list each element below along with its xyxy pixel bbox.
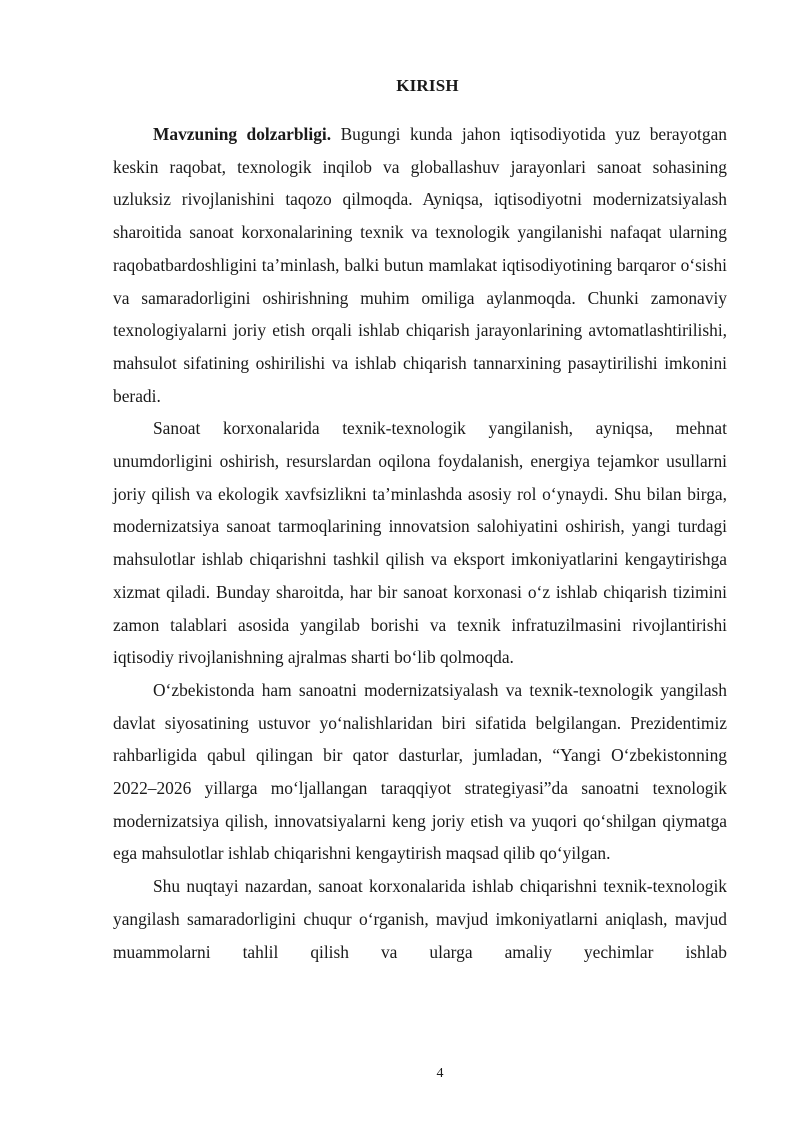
paragraph-lead: Mavzuning dolzarbligi. xyxy=(153,124,332,144)
paragraph-modernization xyxy=(113,412,727,674)
paragraph-research-aim xyxy=(113,870,727,968)
paragraph-relevance xyxy=(113,118,727,412)
paragraph-text: Sanoat korxonalarida texnik-texnologik yangilanish, ayniqsa, mehnat unumdorligini oshirish, resurslardan oqilona foydalanish, energiya tejamkor usullarni joriy qilish va ekologik xavfsizlikni ta’minlashda asosiy rol o‘ynaydi. Shu bilan birga, modernizatsiya sanoat tarmoqlarining innovatsion salohiyatini oshirish, yangi turdagi mahsulotlar ishlab chiqarishni tashkil qilish va eksport imkoniyatlarini kengaytirishga xizmat qiladi. Bunday sharoitda, har bir sanoat korxonasi o‘z ishlab chiqarish tizimini zamon talablari asosida yangilab borishi va texnik infratuzilmasini rivojlantirishi iqtisodiy rivojlanishning ajralmas sharti bo‘lib qolmoqda. xyxy=(113,418,727,668)
paragraph-text: Shu nuqtayi nazardan, sanoat korxonalarida ishlab chiqarishni texnik-texnologik yangilash samaradorligini chuqur o‘rganish, mavjud imkoniyatlarni aniqlash, mavjud muammolarni tahlil qilish va ularga amaliy yechimlar ishlab xyxy=(113,876,727,962)
paragraph-text: O‘zbekistonda ham sanoatni modernizatsiyalash va texnik-texnologik yangilash davlat siyosatining ustuvor yo‘nalishlaridan biri sifatida belgilangan. Prezidentimiz rahbarligida qabul qilingan bir qator dasturlar, jumladan, “Yangi O‘zbekistonning 2022–2026 yillarga mo‘ljallangan taraqqiyot strategiyasi”da sanoatni texnologik modernizatsiya qilish, innovatsiyalarni keng joriy etish va yuqori qo‘shilgan qiymatga ega mahsulotlar ishlab chiqarishni kengaytirish maqsad qilib qo‘yilgan. xyxy=(113,679,727,864)
section-title: KIRISH xyxy=(396,76,459,95)
paragraph-uzbekistan-policy xyxy=(113,674,727,870)
body-text xyxy=(113,118,727,968)
paragraph-text: Bugungi kunda jahon iqtisodiyotida yuz berayotgan keskin raqobat, texnologik inqilob va globallashuv jarayonlari sanoat sohasining uzluksiz rivojlanishini taqozo qilmoqda. Ayniqsa, iqtisodiyotni modernizatsiyalash sharoitida sanoat korxonalarining texnik va texnologik yangilanishi nafaqat ularning raqobatbardoshligini ta’minlash, balki butun mamlakat iqtisodiyotining barqaror o‘sishi va samaradorligini oshirishning muhim omiliga aylanmoqda. Chunki zamonaviy texnologiyalarni joriy etish orqali ishlab chiqarish jarayonlarining avtomatlashtirilishi, mahsulot sifatining oshirilishi va ishlab chiqarish tannarxining pasaytirilishi imkonini beradi. xyxy=(113,124,727,406)
page-number: 4 xyxy=(436,1066,444,1081)
